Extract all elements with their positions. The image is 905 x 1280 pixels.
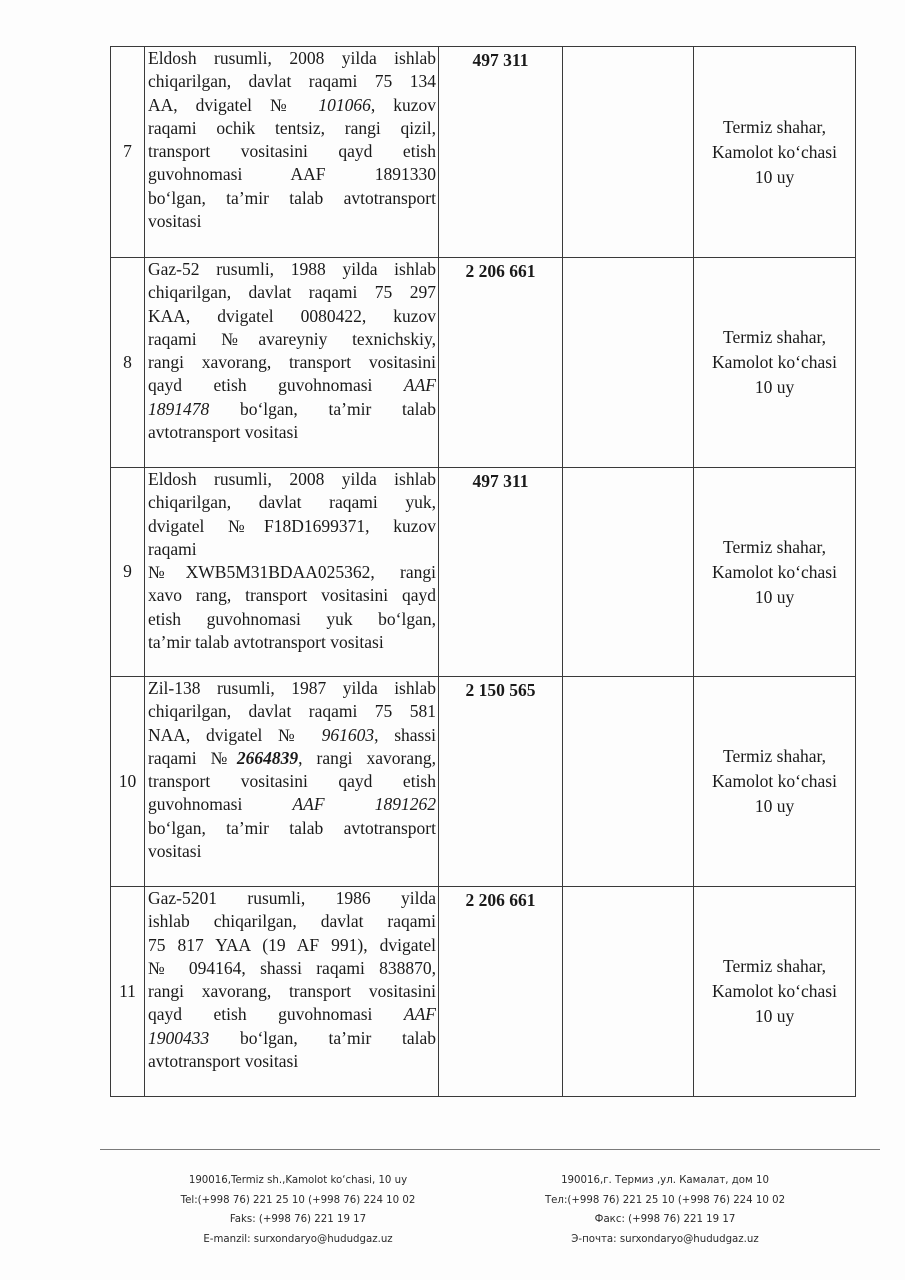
location-address: [694, 258, 856, 468]
description-line: raqami ochik tentsiz, rangi qizil,: [148, 117, 436, 138]
table-row: [111, 468, 856, 677]
description-line: dvigatel №F18D1699371, kuzov: [148, 515, 436, 536]
row-number: 8: [111, 258, 145, 468]
footer-contacts-latin: [133, 1171, 463, 1249]
address-line: Termiz shahar,: [722, 746, 827, 766]
empty-cell: [563, 258, 694, 468]
description-line: Gaz-5201 rusumli, 1986 yilda: [148, 888, 436, 908]
description-line: bo‘lgan, ta’mir talab avtotransport: [148, 817, 436, 838]
address-line: Kamolot ko‘chasi: [712, 352, 837, 372]
vehicle-description: [145, 468, 439, 677]
address-line: Termiz shahar,: [722, 116, 827, 137]
empty-cell: [563, 468, 694, 677]
description-line: chiqarilgan, davlat raqami 75 297: [148, 282, 436, 303]
footer-address: 190016,г. Термиз ,ул. Камалат, дом 10: [561, 1175, 769, 1186]
address-line: 10 uy: [754, 1006, 795, 1026]
row-number: 7: [111, 47, 145, 258]
footer-fax: Faks: (+998 76) 221 19 17: [229, 1214, 367, 1225]
description-line: KAA, dvigatel 0080422, kuzov: [148, 305, 436, 326]
description-line: № 094164, shassi raqami 838870,: [148, 957, 436, 978]
address-line: 10 uy: [754, 377, 795, 397]
footer-contacts-cyrillic: [500, 1171, 830, 1249]
description-line: NAA, dvigatel № 961603, shassi: [148, 724, 436, 745]
footer-email: E-manzil: surxondaryo@hududgaz.uz: [203, 1233, 393, 1245]
vehicle-description: [145, 47, 439, 258]
table-row: [111, 887, 856, 1097]
location-address: [694, 468, 856, 677]
footer-fax: Факс: (+998 76) 221 19 17: [594, 1214, 736, 1225]
description-line: 1900433 bo‘lgan, ta’mir talab: [148, 1027, 436, 1048]
description-line: chiqarilgan, davlat raqami 75 134: [148, 71, 436, 92]
price-value: 2 206 661: [439, 258, 563, 468]
price-value: 497 311: [439, 47, 563, 258]
address-line: Termiz shahar,: [722, 956, 827, 976]
footer-divider: [100, 1149, 880, 1150]
address-line: Termiz shahar,: [722, 536, 827, 557]
address-line: Kamolot ko‘chasi: [712, 561, 837, 582]
description-line: Zil-138 rusumli, 1987 yilda ishlab: [148, 678, 436, 698]
table-row: [111, 677, 856, 887]
row-number: 10: [111, 677, 145, 887]
description-line: AA, dvigatel № 101066, kuzov: [148, 94, 436, 115]
description-line: №XWB5M31BDAA025362, rangi: [148, 562, 436, 583]
description-line: bo‘lgan, ta’mir talab avtotransport: [148, 187, 436, 208]
description-line: ta’mir talab avtotransport vositasi: [148, 632, 384, 653]
empty-cell: [563, 887, 694, 1097]
price-value: 497 311: [439, 468, 563, 677]
description-line: chiqarilgan, davlat raqami yuk,: [148, 492, 436, 513]
empty-cell: [563, 677, 694, 887]
vehicle-description: [145, 258, 439, 468]
location-address: [694, 47, 856, 258]
description-line: raqami №2664839, rangi xavorang,: [148, 747, 436, 768]
description-line: transport vositasini qayd etish: [148, 771, 436, 792]
description-line: vositasi: [148, 211, 202, 232]
address-line: Kamolot ko‘chasi: [712, 981, 837, 1001]
vehicle-description: [145, 677, 439, 887]
description-line: rangi xavorang, transport vositasini: [148, 352, 436, 373]
address-line: 10 uy: [754, 796, 795, 816]
description-line: qayd etish guvohnomasi AAF: [148, 1004, 436, 1025]
description-line: raqami №avareyniy texnichskiy,: [148, 328, 436, 349]
address-line: 10 uy: [754, 586, 795, 607]
vehicle-description: [145, 887, 439, 1097]
description-line: Eldosh rusumli, 2008 yilda ishlab: [148, 469, 436, 489]
description-line: guvohnomasi AAF 1891262: [148, 794, 436, 815]
price-value: 2 206 661: [439, 887, 563, 1097]
footer-phone: Tel:(+998 76) 221 25 10 (+998 76) 224 10 02: [180, 1194, 416, 1206]
description-line: rangi xavorang, transport vositasini: [148, 981, 436, 1002]
description-line: avtotransport vositasi: [148, 1051, 299, 1072]
footer-email: Э-почта: surxondaryo@hududgaz.uz: [571, 1233, 759, 1245]
description-line: qayd etish guvohnomasi AAF: [148, 375, 436, 396]
price-value: 2 150 565: [439, 677, 563, 887]
address-line: Kamolot ko‘chasi: [712, 771, 837, 791]
location-address: [694, 677, 856, 887]
footer-address: 190016,Termiz sh.,Kamolot ko‘chasi, 10 uy: [188, 1175, 408, 1186]
row-number: 11: [111, 887, 145, 1097]
description-line: avtotransport vositasi: [148, 422, 299, 443]
description-line: 75 817 YAA (19 AF 991), dvigatel: [148, 934, 436, 955]
table-row: [111, 258, 856, 468]
row-number: 9: [111, 468, 145, 677]
table-row: [111, 47, 856, 258]
description-line: guvohnomasi AAF 1891330: [148, 164, 436, 185]
address-line: Termiz shahar,: [722, 327, 827, 347]
description-line: chiqarilgan, davlat raqami 75 581: [148, 701, 436, 722]
description-line: 1891478 bo‘lgan, ta’mir talab: [148, 398, 436, 419]
description-line: etish guvohnomasi yuk bo‘lgan,: [148, 608, 436, 629]
address-line: 10 uy: [754, 166, 795, 187]
address-line: Kamolot ko‘chasi: [712, 141, 837, 162]
description-line: raqami: [148, 538, 197, 559]
empty-cell: [563, 47, 694, 258]
description-line: vositasi: [148, 841, 202, 862]
footer-phone: Тел:(+998 76) 221 25 10 (+998 76) 224 10 02: [544, 1194, 786, 1206]
vehicle-lots-table: [110, 46, 856, 1097]
description-line: ishlab chiqarilgan, davlat raqami: [148, 911, 436, 932]
description-line: transport vositasini qayd etish: [148, 141, 436, 162]
description-line: Eldosh rusumli, 2008 yilda ishlab: [148, 48, 436, 68]
vehicle-lots-body: [111, 47, 856, 1097]
description-line: xavo rang, transport vositasini qayd: [148, 585, 436, 606]
description-line: Gaz-52 rusumli, 1988 yilda ishlab: [148, 259, 436, 279]
location-address: [694, 887, 856, 1097]
